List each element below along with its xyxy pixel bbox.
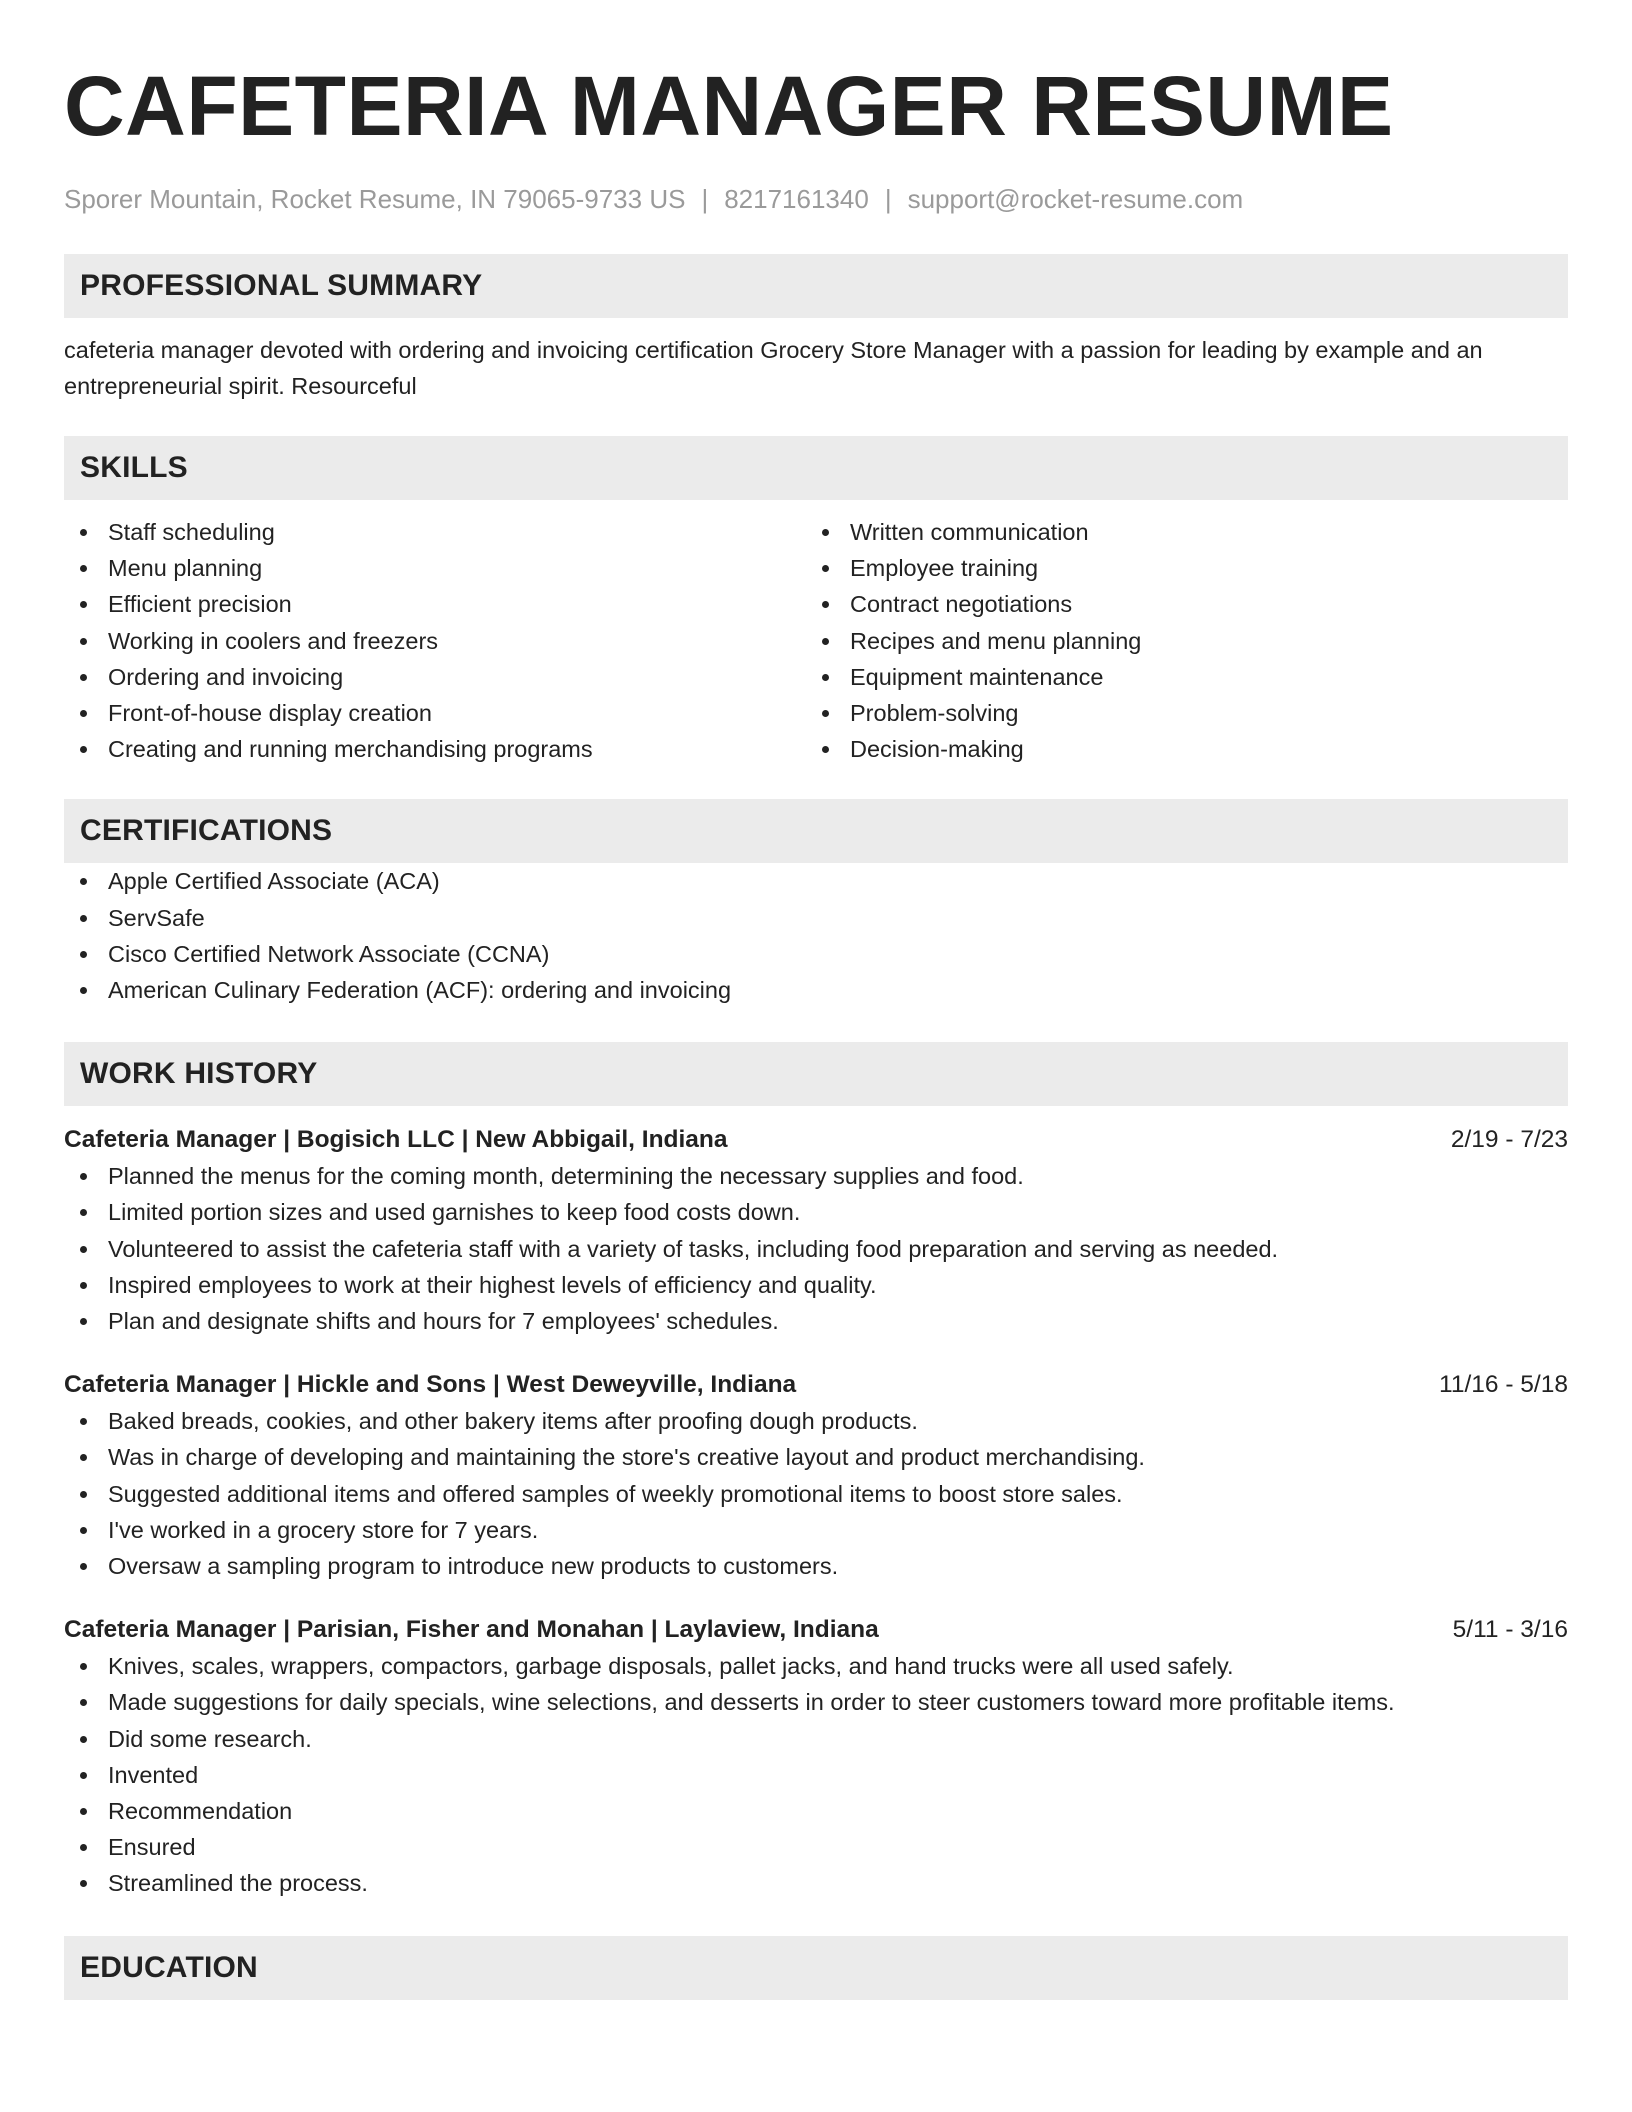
contact-address: Sporer Mountain, Rocket Resume, IN 79065-9733 US — [64, 184, 686, 214]
section-heading-skills: SKILLS — [64, 436, 1568, 500]
job-bullet: Limited portion sizes and used garnishes to keep food costs down. — [64, 1194, 1568, 1230]
certification-item: ServSafe — [64, 900, 1568, 936]
job-bullet: Made suggestions for daily specials, wine selections, and desserts in order to steer customers toward more profitable items. — [64, 1684, 1568, 1720]
job-bullet: Inspired employees to work at their highest levels of efficiency and quality. — [64, 1267, 1568, 1303]
skills-grid — [64, 514, 1568, 767]
job-header — [64, 1122, 1568, 1158]
certifications-list — [64, 863, 1568, 1008]
job-bullet: Knives, scales, wrappers, compactors, garbage disposals, pallet jacks, and hand trucks were all used safely. — [64, 1648, 1568, 1684]
certification-item: Cisco Certified Network Associate (CCNA) — [64, 936, 1568, 972]
job-bullets — [64, 1648, 1568, 1901]
skills-list-right — [806, 514, 1548, 767]
skill-item: Working in coolers and freezers — [64, 623, 806, 659]
job-dates: 5/11 - 3/16 — [1452, 1616, 1568, 1644]
professional-summary-section — [64, 254, 1568, 404]
skill-item: Creating and running merchandising programs — [64, 731, 806, 767]
skill-item: Efficient precision — [64, 586, 806, 622]
job-bullet: Streamlined the process. — [64, 1865, 1568, 1901]
skill-item: Staff scheduling — [64, 514, 806, 550]
job-entry — [64, 1367, 1568, 1584]
contact-line — [64, 182, 1568, 216]
education-section — [64, 1936, 1568, 2000]
skill-item: Written communication — [806, 514, 1548, 550]
skill-item: Decision-making — [806, 731, 1548, 767]
contact-phone: 8217161340 — [724, 184, 869, 214]
contact-email: support@rocket-resume.com — [907, 184, 1244, 214]
job-dates: 2/19 - 7/23 — [1450, 1126, 1568, 1154]
skills-section — [64, 436, 1568, 767]
job-title: Cafeteria Manager | Bogisich LLC | New Abbigail, Indiana — [64, 1126, 728, 1154]
certifications-section — [64, 799, 1568, 1008]
resume-page — [64, 56, 1568, 2000]
certification-item: American Culinary Federation (ACF): ordering and invoicing — [64, 972, 1568, 1008]
job-header — [64, 1612, 1568, 1648]
job-bullet: Ensured — [64, 1829, 1568, 1865]
skill-item: Menu planning — [64, 550, 806, 586]
job-header — [64, 1367, 1568, 1403]
contact-separator: | — [884, 184, 892, 214]
job-bullet: Recommendation — [64, 1793, 1568, 1829]
job-title: Cafeteria Manager | Hickle and Sons | West Deweyville, Indiana — [64, 1371, 797, 1399]
section-heading-education: EDUCATION — [64, 1936, 1568, 2000]
job-bullet: Plan and designate shifts and hours for 7 employees' schedules. — [64, 1303, 1568, 1339]
skill-item: Front-of-house display creation — [64, 695, 806, 731]
job-bullet: Invented — [64, 1757, 1568, 1793]
job-bullet: Planned the menus for the coming month, determining the necessary supplies and food. — [64, 1158, 1568, 1194]
job-entry — [64, 1122, 1568, 1339]
skill-item: Recipes and menu planning — [806, 623, 1548, 659]
job-bullet: Volunteered to assist the cafeteria staff with a variety of tasks, including food preparation and serving as needed. — [64, 1231, 1568, 1267]
skills-column-right — [806, 514, 1548, 767]
section-heading-certifications: CERTIFICATIONS — [64, 799, 1568, 863]
contact-separator: | — [701, 184, 709, 214]
job-entry — [64, 1612, 1568, 1901]
resume-title: CAFETERIA MANAGER RESUME — [64, 59, 1394, 153]
job-bullet: Baked breads, cookies, and other bakery items after proofing dough products. — [64, 1403, 1568, 1439]
skills-list-left — [64, 514, 806, 767]
job-bullet: Suggested additional items and offered samples of weekly promotional items to boost store sales. — [64, 1476, 1568, 1512]
job-bullet: I've worked in a grocery store for 7 years. — [64, 1512, 1568, 1548]
skill-item: Employee training — [806, 550, 1548, 586]
job-bullet: Oversaw a sampling program to introduce new products to customers. — [64, 1548, 1568, 1584]
work-history-section — [64, 1042, 1568, 1901]
job-title: Cafeteria Manager | Parisian, Fisher and Monahan | Laylaview, Indiana — [64, 1616, 879, 1644]
job-bullets — [64, 1158, 1568, 1339]
skill-item: Contract negotiations — [806, 586, 1548, 622]
skill-item: Problem-solving — [806, 695, 1548, 731]
section-heading-work-history: WORK HISTORY — [64, 1042, 1568, 1106]
job-bullets — [64, 1403, 1568, 1584]
skills-column-left — [64, 514, 806, 767]
job-bullet: Was in charge of developing and maintaining the store's creative layout and product merchandising. — [64, 1439, 1568, 1475]
skill-item: Equipment maintenance — [806, 659, 1548, 695]
summary-text: cafeteria manager devoted with ordering and invoicing certification Grocery Store Manager with a passion for leading by example and an entrepreneurial spirit. Resourceful — [64, 337, 1483, 399]
job-bullet: Did some research. — [64, 1721, 1568, 1757]
skill-item: Ordering and invoicing — [64, 659, 806, 695]
job-dates: 11/16 - 5/18 — [1439, 1371, 1568, 1399]
certification-item: Apple Certified Associate (ACA) — [64, 863, 1568, 899]
section-heading-summary: PROFESSIONAL SUMMARY — [64, 254, 1568, 318]
